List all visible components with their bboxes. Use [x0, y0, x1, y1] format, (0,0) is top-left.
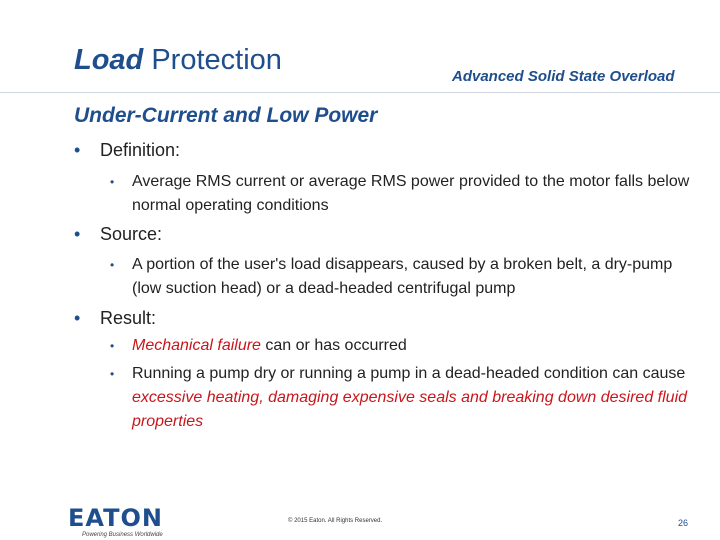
sub-bullet-dot-icon: • [110, 367, 115, 381]
sub-bullet-dot-icon: • [110, 258, 115, 272]
copyright-notice: © 2015 Eaton. All Rights Reserved. [288, 518, 383, 524]
sub-bullet-result-2 [110, 362, 690, 434]
sub-bullet-result-1 [110, 334, 690, 358]
sub-bullet-definition [110, 170, 690, 218]
sub-bullet-result-2-text [132, 362, 690, 434]
eaton-logo [68, 506, 163, 538]
bullet-source-label: Source: [100, 224, 163, 244]
sub-bullet-result-1-rest: can or has occurred [260, 337, 407, 354]
sub-bullet-result-1-text [132, 334, 690, 358]
bullet-result [74, 308, 156, 329]
header-right-label: Advanced Solid State Overload [452, 68, 675, 85]
bullet-dot-icon: • [74, 308, 81, 328]
sub-bullet-source [110, 253, 690, 301]
logo-wordmark: EATON [68, 504, 163, 532]
bullet-definition [74, 140, 180, 161]
header-divider [0, 92, 720, 93]
sub-bullet-result-2-start: Running a pump dry or running a pump in a dead-headed condition can cause [132, 365, 686, 382]
slide-title [74, 46, 282, 75]
title-rest: Protection [143, 44, 282, 76]
bullet-result-label: Result: [100, 308, 157, 328]
page-number: 26 [678, 518, 689, 528]
bullet-dot-icon: • [74, 140, 81, 160]
bullet-definition-label: Definition: [100, 140, 181, 160]
logo-tagline: Powering Business Worldwide [82, 532, 163, 538]
emphasis-mechanical-failure: Mechanical failure [132, 337, 261, 354]
emphasis-excessive-heating: excessive heating, damaging expensive seals and breaking down desired fluid properties [132, 389, 688, 430]
bullet-source [74, 224, 162, 245]
section-heading: Under-Current and Low Power [74, 104, 378, 127]
bullet-dot-icon: • [74, 224, 81, 244]
title-emphasis: Load [74, 44, 144, 76]
sub-bullet-dot-icon: • [110, 175, 115, 189]
sub-bullet-definition-text: Average RMS current or average RMS power provided to the motor falls below normal operating conditions [132, 173, 690, 214]
sub-bullet-dot-icon: • [110, 339, 115, 353]
sub-bullet-source-text: A portion of the user's load disappears, caused by a broken belt, a dry-pump (low suction head) or a dead-headed centrifugal pump [132, 256, 673, 297]
